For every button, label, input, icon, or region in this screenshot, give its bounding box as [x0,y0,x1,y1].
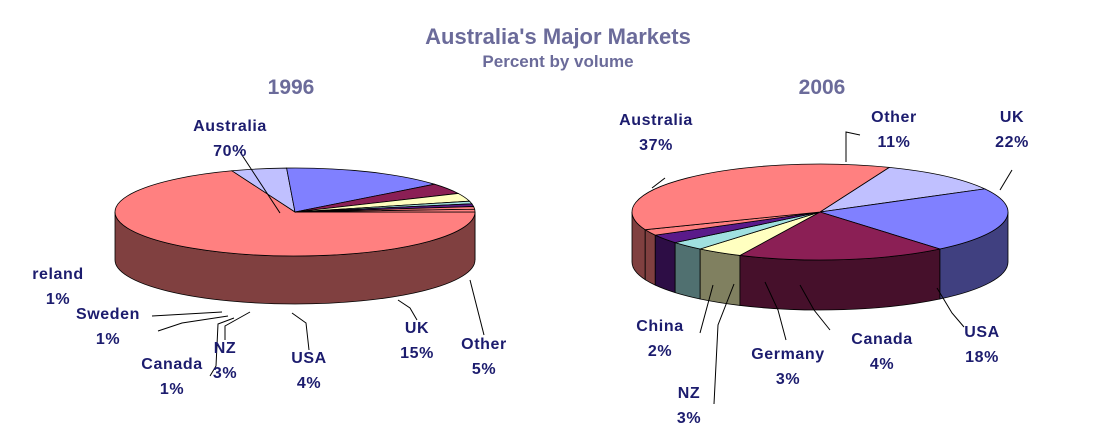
slice-side-canada [700,249,740,305]
leader-line [225,312,250,340]
value-label-1996-other: 5% [471,361,497,378]
chart-subtitle: Percent by volume [482,52,634,71]
value-label-1996-nz: 3% [212,365,238,382]
pie-2006-title: 2006 [798,76,846,99]
leader-line [1000,170,1012,190]
value-label-2006-china: 2% [647,343,673,360]
value-label-1996-sweden: 1% [95,331,121,348]
value-label-2006-germany: 3% [775,371,801,388]
value-label-2006-canada: 4% [869,356,895,373]
leader-line [398,300,417,320]
value-label-2006-usa: 18% [965,349,999,366]
label-1996-other: Other [461,336,507,353]
label-1996-sweden: Sweden [75,306,141,323]
label-2006-china: China [636,318,684,335]
label-2006-canada: Canada [851,331,913,348]
label-2006-germany: Germany [751,346,825,363]
value-label-1996-australia: 70% [213,143,247,160]
value-label-1996-uk: 15% [400,345,434,362]
label-1996-reland: reland [32,266,84,283]
label-2006-australia: Australia [619,112,693,129]
leader-line [846,132,860,162]
leader-line [292,313,309,350]
leader-line [152,312,222,316]
chart-title: Australia's Major Markets [425,24,691,49]
value-label-1996-reland: 1% [45,291,71,308]
label-1996-usa: USA [291,350,327,367]
pie-1996-title: 1996 [267,76,315,99]
leader-line [470,280,484,335]
label-2006-other: Other [871,109,917,126]
value-label-2006-other: 11% [877,134,911,151]
label-1996-uk: UK [404,320,430,337]
pie-1996 [115,168,475,304]
value-label-1996-usa: 4% [296,375,322,392]
value-label-2006-nz: 3% [676,410,702,427]
value-label-2006-australia: 37% [639,137,673,154]
label-1996-canada: Canada [141,356,203,373]
label-1996-nz: NZ [213,340,237,357]
pie-2006 [632,164,1008,310]
label-1996-australia: Australia [193,118,267,135]
value-label-2006-uk: 22% [995,134,1029,151]
label-2006-uk: UK [999,109,1025,126]
label-2006-nz: NZ [677,385,701,402]
value-label-1996-canada: 1% [159,381,185,398]
label-2006-usa: USA [964,324,1000,341]
slice-side-germany [675,243,700,299]
slice-side-nz [655,235,675,292]
slice-side-china [645,230,655,285]
